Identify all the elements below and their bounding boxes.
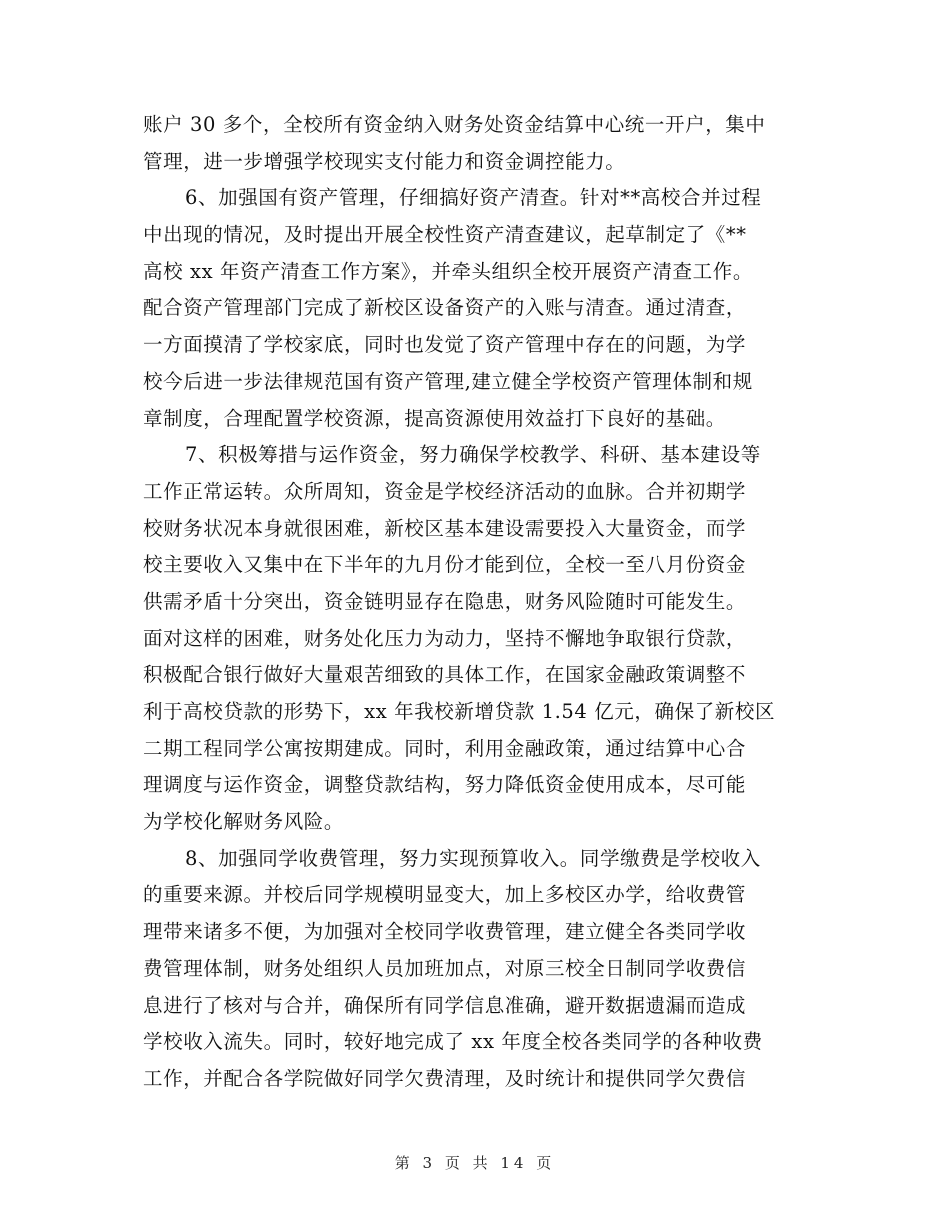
text-line: 高校 xx 年资产清查工作方案》，并牵头组织全校开展资产清查工作。: [143, 259, 753, 283]
text-line: 利于高校贷款的形势下，xx 年我校新增贷款 1.54 亿元，确保了新校区: [143, 700, 776, 723]
text-line: 管理，进一步增强学校现实支付能力和资金调控能力。: [143, 149, 626, 173]
text-line: 学校收入流失。同时，较好地完成了 xx 年度全校各类同学的各种收费: [143, 1030, 763, 1054]
page-number-footer: 第 3 页 共 14 页: [394, 1154, 556, 1172]
text-line: 章制度，合理配置学校资源，提高资源使用效益打下良好的基础。: [143, 406, 726, 430]
text-line: 中出现的情况，及时提出开展全校性资产清查建议，起草制定了《**: [143, 223, 747, 247]
text-line: 账户 30 多个，全校所有资金纳入财务处资金结算中心统一开户，集中: [143, 113, 766, 136]
text-line: 校财务状况本身就很困难，新校区基本建设需要投入大量资金，而学: [143, 516, 747, 540]
text-line: 积极配合银行做好大量艰苦细致的具体工作，在国家金融政策调整不: [143, 663, 747, 687]
text-line: 工作正常运转。众所周知，资金是学校经济活动的血脉。合并初期学: [143, 479, 747, 503]
text-line: 一方面摸清了学校家底，同时也发觉了资产管理中存在的问题，为学: [143, 333, 747, 357]
text-line: 6、加强国有资产管理，仔细搞好资产清查。针对**高校合并过程: [185, 186, 762, 210]
text-line: 面对这样的困难，财务处化压力为动力，坚持不懈地争取银行贷款，: [143, 626, 747, 650]
text-line: 为学校化解财务风险。: [143, 810, 345, 834]
document-body: [143, 107, 813, 1098]
text-line: 8、加强同学收费管理，努力实现预算收入。同学缴费是学校收入: [185, 846, 761, 870]
text-line: 工作，并配合各学院做好同学欠费清理，及时统计和提供同学欠费信: [143, 1066, 747, 1090]
text-line: 理调度与运作资金，调整贷款结构，努力降低资金使用成本，尽可能: [143, 773, 747, 797]
text-line: 息进行了核对与合并，确保所有同学信息准确，避开数据遗漏而造成: [143, 993, 747, 1017]
text-line: 配合资产管理部门完成了新校区设备资产的入账与清查。通过清查，: [143, 296, 747, 320]
text-line: 校今后进一步法律规范国有资产管理,建立健全学校资产管理体制和规: [143, 369, 753, 393]
text-line: 校主要收入又集中在下半年的九月份才能到位，全校一至八月份资金: [143, 553, 747, 577]
text-line: 二期工程同学公寓按期建成。同时，利用金融政策，通过结算中心合: [143, 736, 747, 760]
text-line: 费管理体制，财务处组织人员加班加点，对原三校全日制同学收费信: [143, 956, 747, 980]
text-line: 理带来诸多不便，为加强对全校同学收费管理，建立健全各类同学收: [143, 920, 747, 944]
text-line: 的重要来源。并校后同学规模明显变大，加上多校区办学，给收费管: [143, 883, 747, 907]
text-line: 供需矛盾十分突出，资金链明显存在隐患，财务风险随时可能发生。: [143, 589, 747, 613]
text-line: 7、积极筹措与运作资金，努力确保学校教学、科研、基本建设等: [185, 443, 761, 467]
